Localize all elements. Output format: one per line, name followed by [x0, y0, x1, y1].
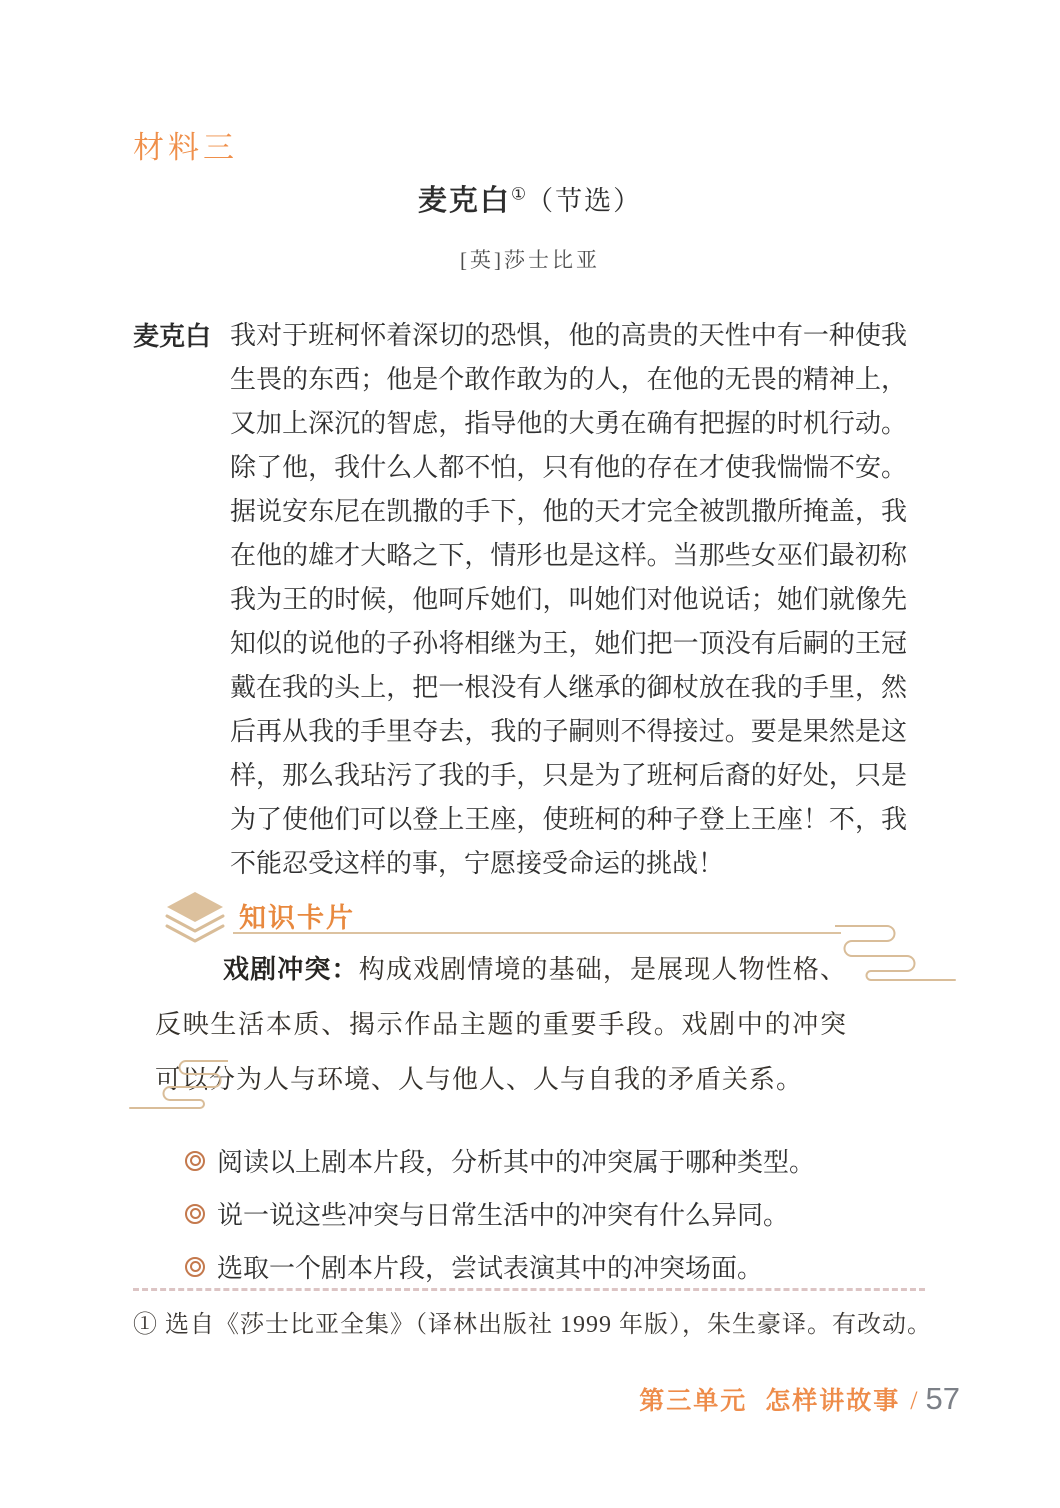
cloud-decoration-left	[128, 1056, 228, 1112]
footnote-marker: ①	[510, 184, 527, 204]
bullet-icon	[185, 1204, 205, 1224]
page-title	[0, 178, 1060, 219]
task-text: 说一说这些冲突与日常生活中的冲突有什么异同。	[217, 1201, 790, 1230]
bullet-icon	[185, 1151, 205, 1171]
dialogue-block	[133, 314, 907, 886]
task-item	[185, 1187, 905, 1240]
task-list	[185, 1134, 905, 1293]
section-label: 材料三	[133, 130, 238, 165]
footnote: ① 选自《莎士比亚全集》（译林出版社 1999 年版），朱生豪译。有改动。	[133, 1312, 932, 1338]
page-footer	[639, 1381, 960, 1417]
task-item	[185, 1240, 905, 1293]
footer-unit: 第三单元	[639, 1388, 748, 1415]
speaker-name: 麦克白	[133, 321, 212, 351]
speech-text: 我对于班柯怀着深切的恐惧，他的高贵的天性中有一种使我生畏的东西；他是个敢作敢为的人，在他的无畏的精神上，又加上深沉的智虑，指导他的大勇在确有把握的时机行动。除了他，我什么人都不怕，只有他的存在才使我惴惴不安。据说安东尼在凯撒的手下，他的天才完全被凯撒所掩盖，我在他的雄才大略之下，情形也是这样。当那些女巫们最初称我为王的时候，他呵斥她们，叫她们对他说话；她们就像先知似的说他的子孙将相继为王，她们把一顶没有后嗣的王冠戴在我的头上，把一根没有人继承的御杖放在我的手里，然后再从我的手里夺去，我的子嗣则不得接过。要是果然是这样，那么我玷污了我的手，只是为了班柯后裔的好处，只是为了使他们可以登上王座，使班柯的种子登上王座！不，我不能忍受这样的事，宁愿接受命运的挑战！	[230, 321, 907, 878]
stacked-cards-icon	[163, 890, 227, 950]
knowledge-card-title: 知识卡片	[239, 903, 355, 933]
footer-separator: /	[910, 1386, 918, 1415]
footnote-divider	[133, 1288, 925, 1291]
card-definition: 构成戏剧情境的基础，是展现人物性格、反映生活本质、揭示作品主题的重要手段。戏剧中的冲突可以分为人与环境、人与他人、人与自我的矛盾关系。	[155, 955, 847, 1094]
card-rule	[233, 932, 841, 934]
title-suffix: （节选）	[526, 186, 643, 216]
title-main: 麦克白	[417, 185, 511, 217]
author-line: [英]莎士比亚	[460, 248, 600, 272]
task-text: 阅读以上剧本片段，分析其中的冲突属于哪种类型。	[217, 1148, 816, 1177]
card-term: 戏剧冲突：	[223, 954, 359, 984]
bullet-icon	[185, 1257, 205, 1277]
task-item	[185, 1134, 905, 1187]
knowledge-card-body	[155, 942, 847, 1107]
task-text: 选取一个剧本片段，尝试表演其中的冲突场面。	[217, 1254, 764, 1283]
cloud-decoration-right	[835, 920, 957, 982]
footer-chapter: 怎样讲故事	[765, 1388, 901, 1415]
page-number: 57	[925, 1381, 960, 1416]
